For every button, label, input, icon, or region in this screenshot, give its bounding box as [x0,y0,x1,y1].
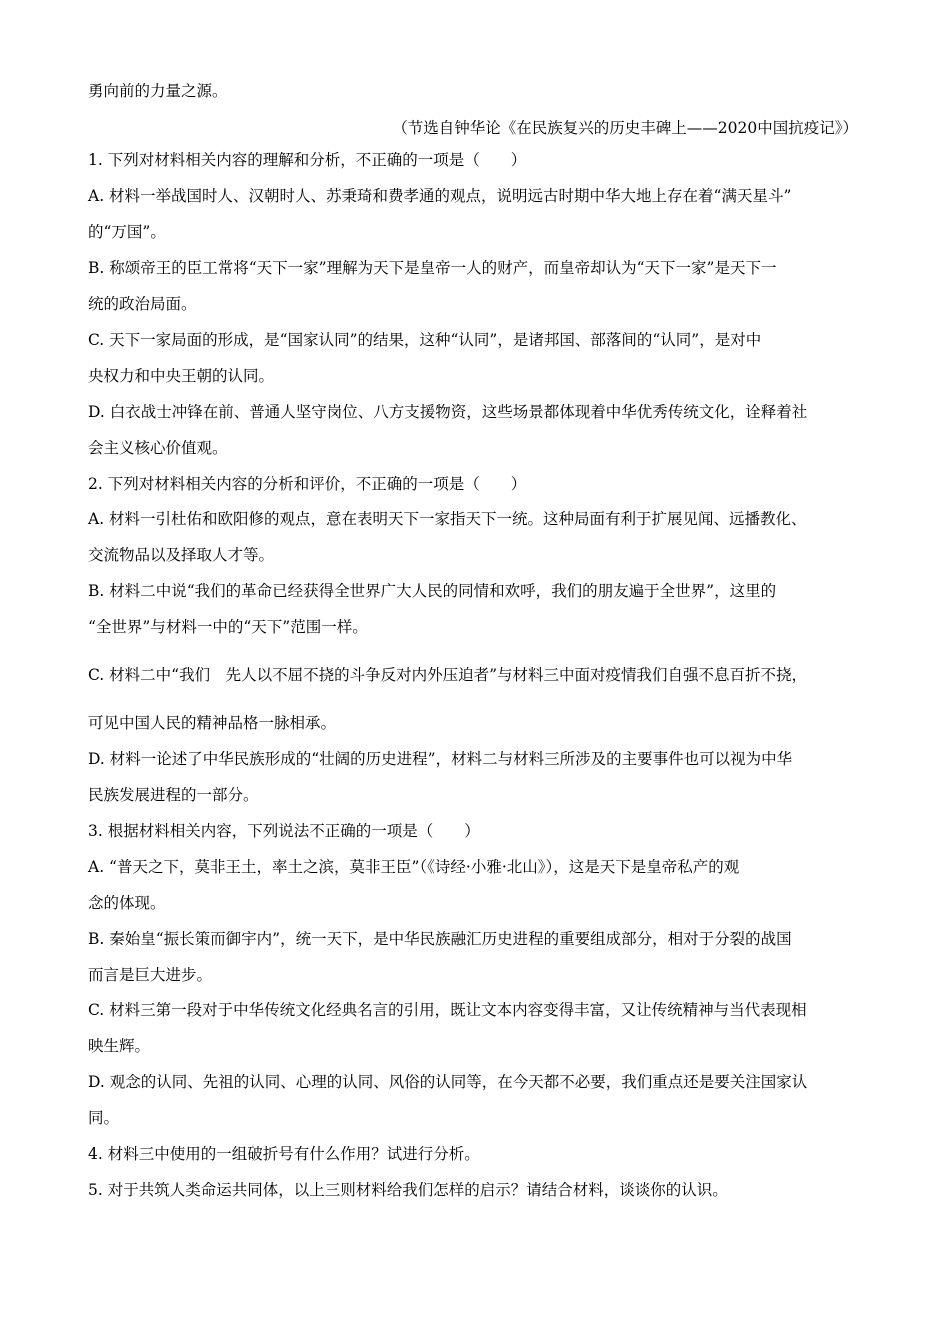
option-2b-cont: “全世界”与材料一中的“天下”范围一样。 [88,618,368,636]
question-5: 5. 对于共筑人类命运共同体，以上三则材料给我们怎样的启示？请结合材料，谈谈你的认识。 [88,1181,728,1199]
option-2a-cont: 交流物品以及择取人才等。 [88,546,275,564]
option-3d: D. 观念的认同、先祖的认同、心理的认同、风俗的认同等，在今天都不必要，我们重点还是要关注国家认 [88,1073,808,1091]
option-1d: D. 白衣战士冲锋在前、普通人坚守岗位、八方支援物资，这些场景都体现着中华优秀传统文化，诠释着社 [88,403,808,421]
option-3c: C. 材料三第一段对于中华传统文化经典名言的引用，既让文本内容变得丰富，又让传统精神与当代表现相 [88,1001,807,1019]
question-4: 4. 材料三中使用的一组破折号有什么作用？试进行分析。 [88,1145,480,1163]
option-2d: D. 材料一论述了中华民族形成的“壮阔的历史进程”，材料二与材料三所涉及的主要事件也可以视为中华 [88,750,793,768]
option-3a: A. “普天之下，莫非王土，率土之滨，莫非王臣”（《诗经·小雅·北山》），这是天下是皇帝私产的观 [88,858,740,876]
text-line: 勇向前的力量之源。 [88,82,228,100]
source-citation: （节选自钟华论《在民族复兴的历史丰碑上——2020中国抗疫记》） [392,119,858,137]
option-1c: C. 天下一家局面的形成，是“国家认同”的结果，这种“认同”，是诸邦国、部落间的“认同”，是对中 [88,331,762,349]
option-1d-cont: 会主义核心价值观。 [88,439,228,457]
option-1a: A. 材料一举战国时人、汉朝时人、苏秉琦和费孝通的观点，说明远古时期中华大地上存在着“满天星斗” [88,187,792,205]
option-2c-cont: 可见中国人民的精神品格一脉相承。 [88,714,337,732]
option-1b-cont: 统的政治局面。 [88,295,197,313]
question-1: 1. 下列对材料相关内容的理解和分析，不正确的一项是（ ） [88,151,527,169]
option-3a-cont: 念的体现。 [88,894,166,912]
option-2c: C. 材料二中“我们 先人以不屈不挠的斗争反对内外压迫者”与材料三中面对疫情我们自强不息百折不挠， [88,666,808,684]
option-2d-cont: 民族发展进程的一部分。 [88,786,259,804]
option-1c-cont: 央权力和中央王朝的认同。 [88,367,275,385]
question-2: 2. 下列对材料相关内容的分析和评价，不正确的一项是（ ） [88,475,527,493]
option-3d-cont: 同。 [88,1109,120,1127]
option-1a-cont: 的“万国”。 [88,223,166,241]
question-3: 3. 根据材料相关内容，下列说法不正确的一项是（ ） [88,822,480,840]
option-3b: B. 秦始皇“振长策而御宇内”，统一天下，是中华民族融汇历史进程的重要组成部分，相对于分裂的战国 [88,930,792,948]
option-3c-cont: 映生辉。 [88,1037,151,1055]
option-2a: A. 材料一引杜佑和欧阳修的观点，意在表明天下一家指天下一统。这种局面有利于扩展见闻、远播教化、 [88,510,807,528]
option-1b: B. 称颂帝王的臣工常将“天下一家”理解为天下是皇帝一人的财产，而皇帝却认为“天下一家”是天下一 [88,259,777,277]
option-3b-cont: 而言是巨大进步。 [88,966,213,984]
option-2b: B. 材料二中说“我们的革命已经获得全世界广大人民的同情和欢呼，我们的朋友遍于全世界”，这里的 [88,582,777,600]
